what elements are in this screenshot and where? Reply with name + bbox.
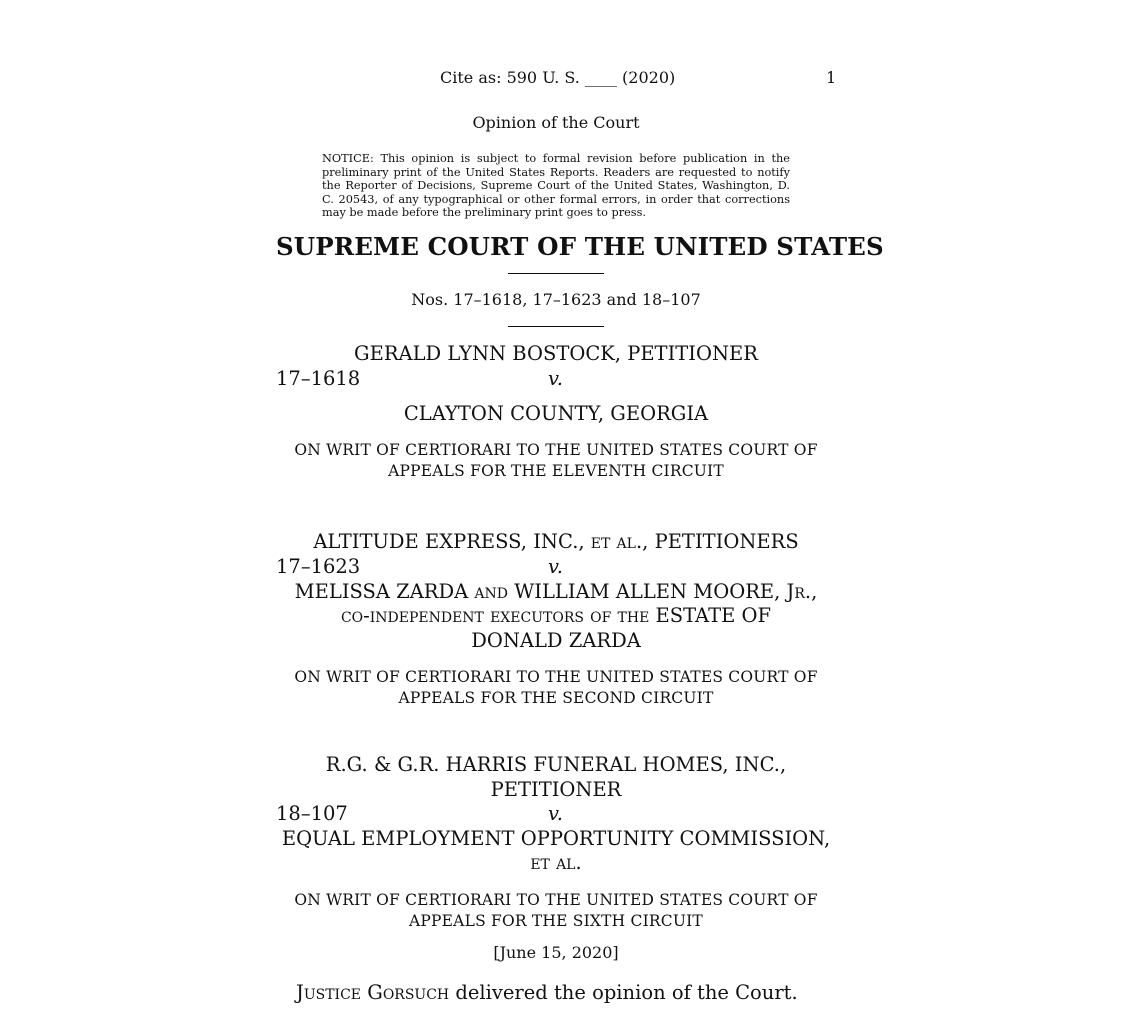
case-3-respondent: EQUAL EMPLOYMENT OPPORTUNITY COMMISSION, bbox=[281, 827, 831, 850]
court-name: SUPREME COURT OF THE UNITED STATES bbox=[276, 232, 884, 261]
respondent-comma: , bbox=[811, 580, 818, 603]
case-2-petitioner: ALTITUDE EXPRESS, INC., et al., PETITIONERS bbox=[313, 530, 799, 553]
case-2-docket: 17–1623 bbox=[276, 555, 361, 578]
justice-name-rest: orsuch bbox=[382, 981, 450, 1004]
case-1-writ bbox=[276, 440, 836, 482]
delivered-text: delivered the opinion of the Court. bbox=[455, 981, 798, 1004]
justice-title-initial: J bbox=[296, 981, 304, 1004]
writ-line: APPEALS FOR THE SECOND CIRCUIT bbox=[398, 689, 714, 707]
respondent-estate: ESTATE OF bbox=[655, 604, 772, 627]
citation: Cite as: 590 U. S. ____ (2020) bbox=[440, 68, 676, 87]
case-2-writ bbox=[276, 667, 836, 709]
case-1-petitioner: GERALD LYNN BOSTOCK, PETITIONER bbox=[354, 342, 758, 365]
case-1-versus: v. bbox=[548, 367, 563, 390]
case-2-respondent-line2 bbox=[276, 604, 836, 627]
case-1-docket: 17–1618 bbox=[276, 367, 361, 390]
respondent-role: co-independent executors of the bbox=[340, 604, 650, 627]
writ-line: ON WRIT OF CERTIORARI TO THE UNITED STATES COURT OF bbox=[294, 668, 818, 686]
case-3-docket: 18–107 bbox=[276, 802, 348, 825]
case-2-versus: v. bbox=[548, 555, 563, 578]
petitioner-role: PETITIONERS bbox=[654, 530, 799, 553]
respondent-name: WILLIAM ALLEN MOORE, J bbox=[514, 580, 795, 603]
writ-line: ON WRIT OF CERTIORARI TO THE UNITED STATES COURT OF bbox=[294, 441, 818, 459]
case-3-versus: v. bbox=[548, 802, 563, 825]
opinion-page bbox=[276, 0, 884, 1014]
delivered-line bbox=[296, 981, 798, 1004]
case-3-petitioner-role: PETITIONER bbox=[490, 778, 622, 801]
case-2-respondent-line1 bbox=[276, 580, 836, 603]
notice-paragraph: NOTICE: This opinion is subject to formal revision before publication in the preliminary print of the United States Reports. Readers are requested to notify the Reporter of Decisions, Supreme Court of the United States, Washington, D. C. 20543, of any typographical or other formal errors, in order that corrections may be made before the preliminary print goes to press. bbox=[322, 152, 790, 220]
justice-name-initial: G bbox=[367, 981, 383, 1004]
case-numbers: Nos. 17–1618, 17–1623 and 18–107 bbox=[411, 290, 701, 309]
justice-title-rest: ustice bbox=[303, 981, 362, 1004]
divider-rule bbox=[508, 273, 604, 274]
decision-date: [June 15, 2020] bbox=[493, 943, 619, 962]
case-3-petitioner: R.G. & G.R. HARRIS FUNERAL HOMES, INC., bbox=[325, 753, 787, 776]
case-2-respondent-line3: DONALD ZARDA bbox=[471, 629, 641, 652]
writ-line: APPEALS FOR THE ELEVENTH CIRCUIT bbox=[388, 462, 724, 480]
respondent-conjunction: and bbox=[474, 580, 509, 603]
respondent-suffix: r. bbox=[794, 580, 812, 603]
writ-line: APPEALS FOR THE SIXTH CIRCUIT bbox=[409, 912, 703, 930]
case-3-respondent-et-al: et al. bbox=[530, 851, 582, 874]
respondent-name: MELISSA ZARDA bbox=[294, 580, 469, 603]
petitioner-name: ALTITUDE EXPRESS, INC., bbox=[313, 530, 585, 553]
case-1-respondent: CLAYTON COUNTY, GEORGIA bbox=[403, 402, 709, 425]
opinion-label: Opinion of the Court bbox=[472, 113, 640, 132]
writ-line: ON WRIT OF CERTIORARI TO THE UNITED STATES COURT OF bbox=[294, 891, 818, 909]
divider-rule bbox=[508, 326, 604, 327]
page-number: 1 bbox=[826, 68, 837, 87]
case-3-writ bbox=[276, 890, 836, 932]
et-al: et al. bbox=[590, 530, 643, 553]
